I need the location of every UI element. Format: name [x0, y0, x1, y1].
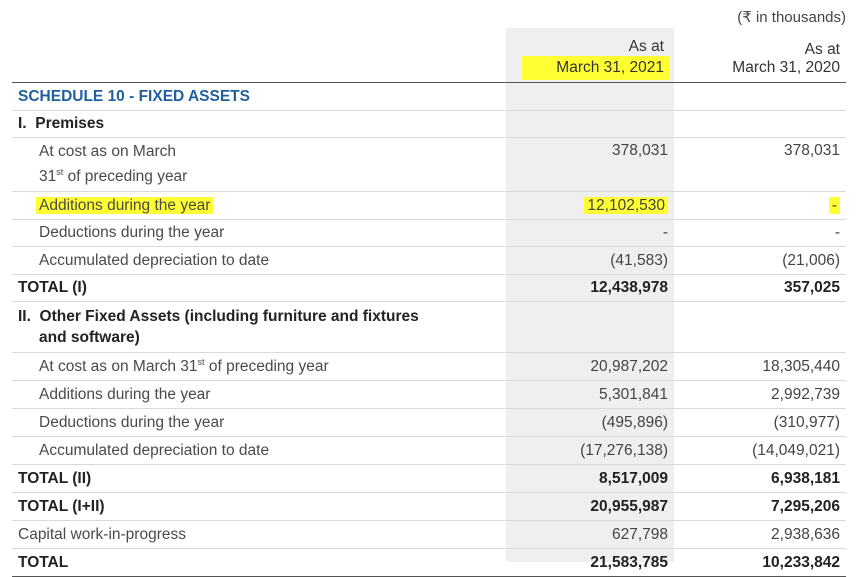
other-assets-heading — [12, 302, 506, 353]
cwip-2020: 2,938,636 — [674, 521, 846, 549]
total-i-ii-2020: 7,295,206 — [674, 493, 846, 521]
premises-total-label: TOTAL (I) — [12, 275, 506, 302]
premises-deductions-2020: - — [674, 220, 846, 247]
premises-deductions-label: Deductions during the year — [12, 220, 506, 247]
header-2020-line2: March 31, 2020 — [732, 58, 840, 76]
premises-total-row — [12, 275, 846, 302]
other-depreciation-row — [12, 437, 846, 465]
premises-additions-row — [12, 192, 846, 220]
other-cost-label-tail: of preceding year — [204, 358, 329, 376]
premises-deductions-row — [12, 220, 846, 247]
premises-additions-2020-cell — [674, 192, 846, 220]
premises-depreciation-2021: (41,583) — [506, 247, 674, 275]
other-total-2020: 6,938,181 — [674, 465, 846, 493]
premises-cost-suffix: st — [56, 167, 64, 178]
premises-heading: I. Premises — [12, 111, 506, 138]
schedule-title: SCHEDULE 10 - FIXED ASSETS — [12, 83, 506, 111]
premises-cost-label-line2 — [39, 162, 500, 187]
premises-cost-day: 31 — [39, 168, 57, 186]
premises-cost-2021: 378,031 — [506, 138, 674, 192]
premises-cost-label-line1: At cost as on March — [39, 143, 176, 161]
cwip-row — [12, 521, 846, 549]
premises-cost-label — [12, 138, 506, 192]
other-deductions-row — [12, 409, 846, 437]
unit-note: (₹ in thousands) — [737, 9, 846, 26]
header-2020-line1: As at — [804, 40, 840, 58]
premises-cost-2020: 378,031 — [674, 138, 846, 192]
other-additions-row — [12, 381, 846, 409]
other-additions-2021: 5,301,841 — [506, 381, 674, 409]
premises-cost-row — [12, 138, 846, 192]
grand-total-row — [12, 549, 846, 577]
header-blank — [12, 33, 506, 83]
total-i-ii-label: TOTAL (I+II) — [12, 493, 506, 521]
header-2021-line1: As at — [628, 37, 664, 55]
other-cost-label-suffix: st — [197, 356, 205, 367]
premises-total-2021: 12,438,978 — [506, 275, 674, 302]
premises-deductions-2021: - — [506, 220, 674, 247]
grand-total-2021: 21,583,785 — [506, 549, 674, 577]
premises-additions-label: Additions during the year — [36, 197, 213, 214]
cwip-label: Capital work-in-progress — [12, 521, 506, 549]
premises-total-2020: 357,025 — [674, 275, 846, 302]
other-depreciation-2020: (14,049,021) — [674, 437, 846, 465]
header-row — [12, 33, 846, 83]
other-additions-label: Additions during the year — [12, 381, 506, 409]
other-total-row — [12, 465, 846, 493]
premises-depreciation-row — [12, 247, 846, 275]
premises-additions-2020: - — [829, 197, 840, 214]
premises-depreciation-2020: (21,006) — [674, 247, 846, 275]
total-i-ii-row — [12, 493, 846, 521]
other-deductions-2021: (495,896) — [506, 409, 674, 437]
header-col-2021 — [506, 33, 674, 83]
other-cost-row — [12, 353, 846, 381]
other-cost-2021: 20,987,202 — [506, 353, 674, 381]
other-cost-2020: 18,305,440 — [674, 353, 846, 381]
premises-cost-tail: of preceding year — [63, 168, 188, 186]
other-additions-2020: 2,992,739 — [674, 381, 846, 409]
other-depreciation-label: Accumulated depreciation to date — [12, 437, 506, 465]
grand-total-label: TOTAL — [12, 549, 506, 577]
header-col-2020 — [674, 33, 846, 83]
grand-total-2020: 10,233,842 — [674, 549, 846, 577]
other-total-2021: 8,517,009 — [506, 465, 674, 493]
other-deductions-label: Deductions during the year — [12, 409, 506, 437]
fixed-assets-schedule-table — [12, 33, 846, 577]
other-cost-label — [12, 353, 506, 381]
other-total-label: TOTAL (II) — [12, 465, 506, 493]
cwip-2021: 627,798 — [506, 521, 674, 549]
other-assets-heading-row — [12, 302, 846, 353]
other-deductions-2020: (310,977) — [674, 409, 846, 437]
other-cost-label-main: At cost as on March 31 — [39, 358, 198, 376]
premises-additions-2021: 12,102,530 — [584, 197, 668, 214]
other-assets-heading-line1: II. Other Fixed Assets (including furniture and fixtures — [18, 308, 419, 325]
total-i-ii-2021: 20,955,987 — [506, 493, 674, 521]
premises-heading-row — [12, 111, 846, 138]
header-2021-line2: March 31, 2021 — [522, 56, 670, 80]
premises-additions-label-cell — [12, 192, 506, 220]
premises-depreciation-label: Accumulated depreciation to date — [12, 247, 506, 275]
other-assets-heading-line2: and software) — [39, 329, 140, 346]
schedule-title-row — [12, 83, 846, 111]
premises-additions-2021-cell — [506, 192, 674, 220]
other-depreciation-2021: (17,276,138) — [506, 437, 674, 465]
